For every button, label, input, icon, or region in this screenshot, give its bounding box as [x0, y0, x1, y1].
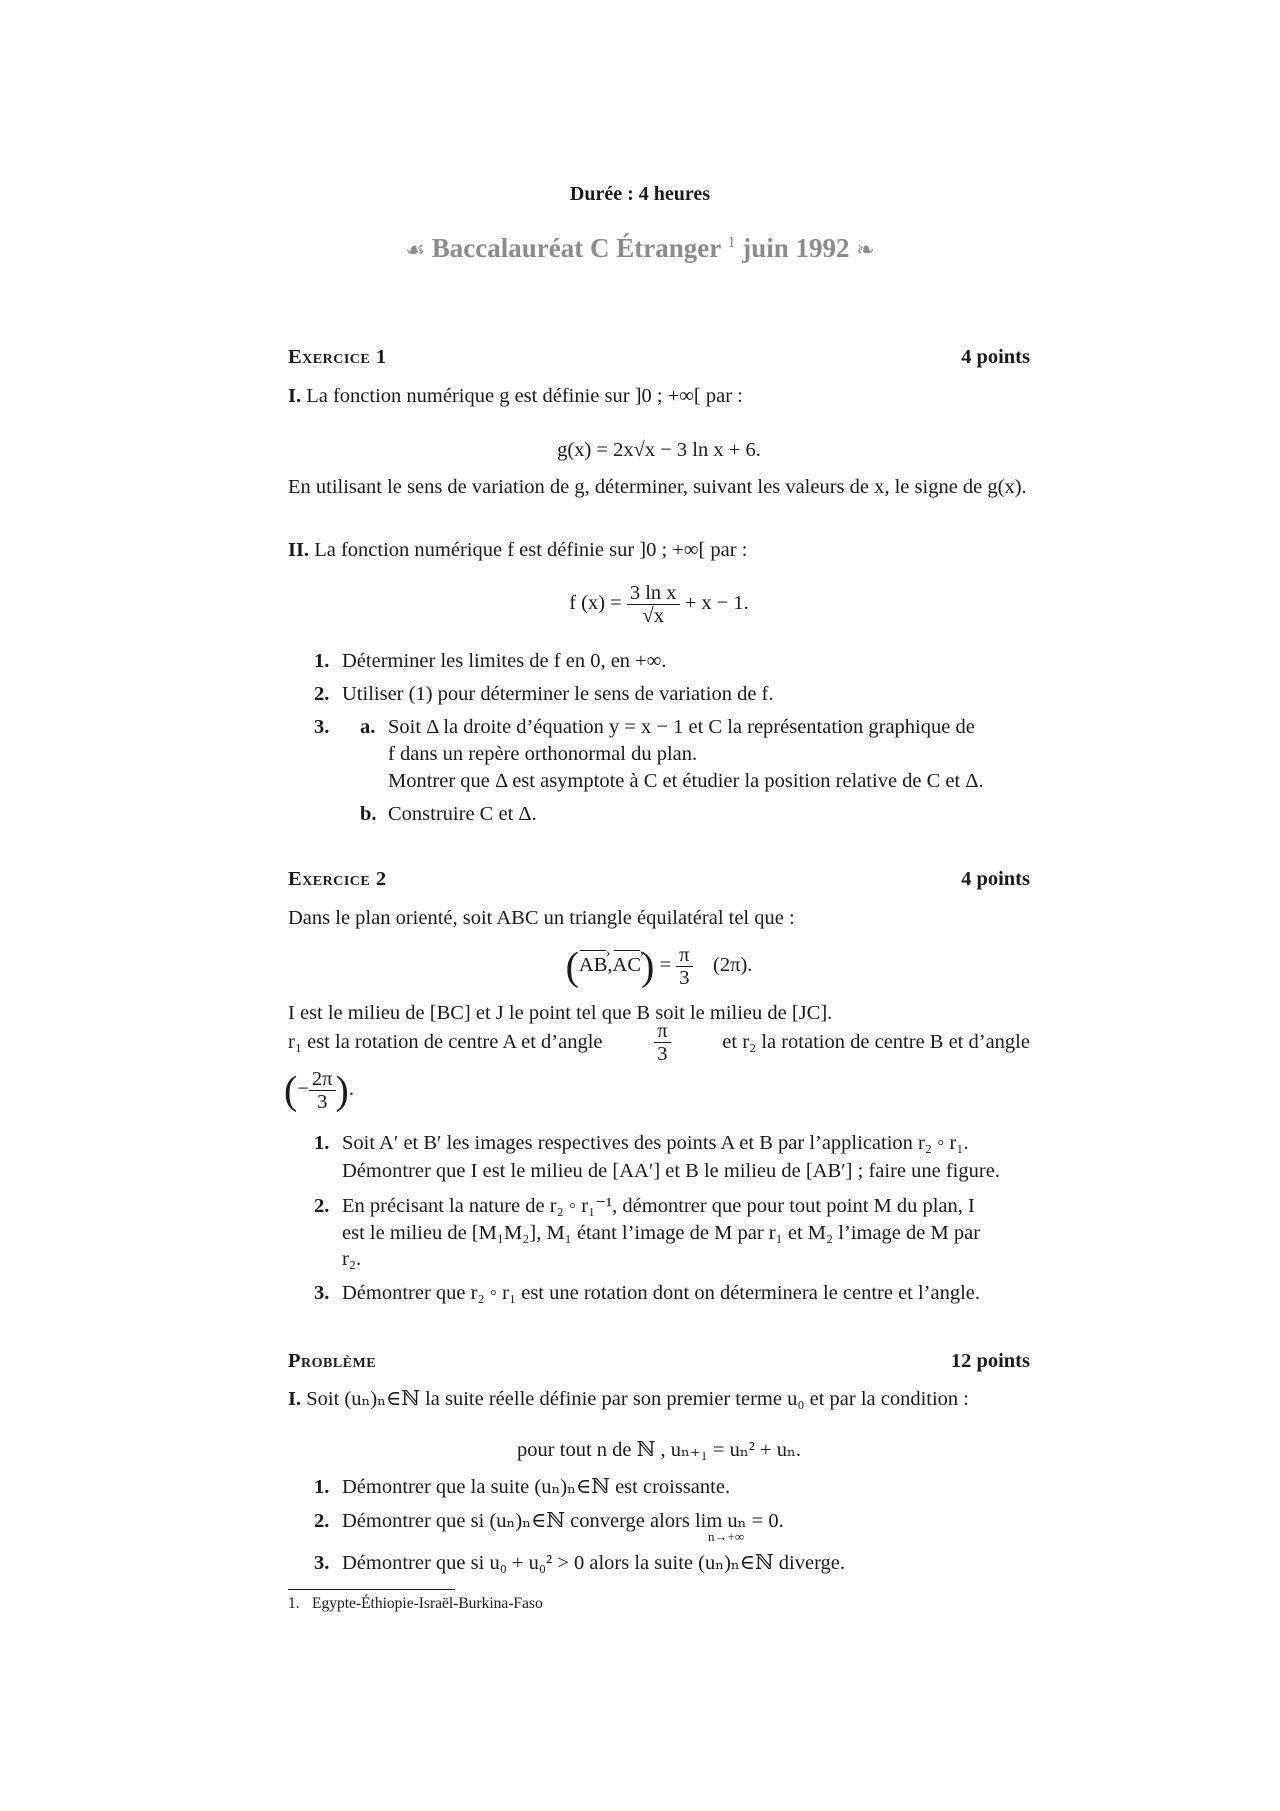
ex2-angle-formula: (AB ›,AC ›) = $\frac{\pi}{3}$ (2π).: [288, 944, 1030, 989]
ex1-item-3a-line3: Montrer que Δ est asymptote à C et étudier la position relative de C et Δ.: [388, 770, 984, 792]
angle-fraction: [676, 944, 692, 989]
item-text: Démontrer que si (uₙ)ₙ∈ℕ converge alors lim uₙ = 0.: [342, 1510, 784, 1532]
item-text: Utiliser (1) pour déterminer le sens de variation de f.: [342, 683, 774, 705]
exercise-1-title: Exercice 1: [288, 346, 387, 368]
ex1-item-3a-line2: f dans un repère orthonormal du plan.: [388, 743, 698, 765]
footnote-number: 1.: [288, 1595, 300, 1612]
formula-f-lhs: f (x) =: [569, 592, 622, 615]
formula-f-numerator: 3 ln x: [627, 582, 680, 605]
ex2-item-1-line1: Soit A′ et B′ les images respectives des points A et B par l’application r₂ ◦ r₁.: [342, 1132, 969, 1154]
r2-sign: −: [297, 1078, 309, 1101]
problem-part1: [288, 1386, 1030, 1413]
ex1-part1-label: I.: [288, 385, 302, 407]
ornament-right-icon: ❧: [856, 237, 875, 262]
problem-header: [288, 1348, 1030, 1375]
exercise-2: [288, 866, 1030, 893]
problem-points: 12 points: [950, 1350, 1030, 1372]
ex1-part2-label: II.: [288, 539, 310, 561]
ex2-intro: Dans le plan orienté, soit ABC un triangle équilatéral tel que :: [288, 907, 795, 929]
vector-ab: AB ›: [579, 952, 607, 979]
ex1-item-3a-line1: Soit Δ la droite d’équation y = x − 1 et C la représentation graphique de: [388, 716, 975, 738]
title-text: Baccalauréat C Étranger: [431, 233, 721, 263]
ex1-part2-text: La fonction numérique f est définie sur ]0 ; +∞[ par :: [314, 539, 748, 561]
problem-formula: pour tout n de ℕ , uₙ₊₁ = uₙ² + uₙ.: [517, 1439, 801, 1461]
r1-numerator: π: [654, 1020, 670, 1043]
exercise-1: [288, 344, 1030, 371]
item-number: 3.: [314, 716, 330, 738]
angle-equals: =: [659, 954, 672, 977]
ex1-formula-g: g(x) = 2x√x − 3 ln x + 6.: [557, 439, 761, 461]
item-number: 2.: [314, 683, 330, 705]
item-number: 1.: [314, 1132, 330, 1154]
r2-angle: (− $\frac{2\pi}{3}$ ).: [284, 1067, 354, 1113]
r1-fraction: [654, 1020, 670, 1065]
subitem-text: Construire C et Δ.: [388, 803, 537, 825]
r2-fraction: [309, 1068, 336, 1113]
problem: [288, 1348, 1030, 1375]
problem-title: Problème: [288, 1350, 377, 1372]
formula-f-denominator: √x: [642, 605, 664, 627]
r1-text-a: r₁ est la rotation de centre A et d’angle: [288, 1031, 603, 1053]
problem-part1-label: I.: [288, 1388, 302, 1410]
ex1-part2: [288, 537, 1030, 564]
item-number: 3.: [314, 1552, 330, 1574]
limit-subscript: n→+∞: [708, 1529, 745, 1544]
ex1-formula-f: [288, 582, 1030, 627]
item-number: 3.: [314, 1282, 330, 1304]
r2-denominator: 3: [317, 1091, 328, 1113]
angle-numerator: π: [676, 944, 692, 967]
item-number: 1.: [314, 1476, 330, 1498]
title-footnote-mark: 1: [727, 234, 736, 251]
subitem-label: a.: [360, 716, 376, 738]
ornament-left-icon: ☙: [405, 237, 426, 262]
r1-denominator: 3: [657, 1043, 668, 1065]
exercise-2-points: 4 points: [961, 868, 1030, 890]
subitem-label: b.: [360, 803, 377, 825]
exercise-1-header: [288, 344, 1030, 371]
exercise-2-title: Exercice 2: [288, 868, 387, 890]
problem-part1-text: Soit (uₙ)ₙ∈ℕ la suite réelle définie par son premier terme u₀ et par la condition :: [306, 1388, 970, 1410]
ex2-item-2-line2: est le milieu de [M₁M₂], M₁ étant l’image de M par r₁ et M₂ l’image de M par: [342, 1222, 981, 1244]
exam-duration: Durée : 4 heures: [569, 183, 711, 205]
footnote-rule: [288, 1589, 455, 1590]
angle-modulo: (2π).: [713, 954, 753, 977]
formula-f-fraction: [627, 582, 680, 627]
formula-f-rhs: + x − 1.: [684, 592, 749, 615]
r1-text-b: et r₂ la rotation de centre B et d’angle: [722, 1031, 1030, 1053]
vector-ac: AC ›: [613, 952, 641, 979]
item-text: Démontrer que r₂ ◦ r₁ est une rotation dont on déterminera le centre et l’angle.: [342, 1282, 981, 1304]
ex2-item-1-line2: Démontrer que I est le milieu de [AA′] et B le milieu de [AB′] ; faire une figure.: [342, 1160, 1000, 1182]
item-text: Déterminer les limites de f en 0, en +∞.: [342, 650, 667, 672]
exercise-2-header: [288, 866, 1030, 893]
ex1-part1-instruction: En utilisant le sens de variation de g, déterminer, suivant les valeurs de x, le signe de g(x).: [288, 476, 1027, 498]
ex2-item-2-line1: En précisant la nature de r₂ ◦ r₁⁻¹, démontrer que pour tout point M du plan, I: [342, 1195, 975, 1217]
ex1-part1: [288, 383, 1030, 410]
item-text: Démontrer que si u₀ + u₀² > 0 alors la suite (uₙ)ₙ∈ℕ diverge.: [342, 1552, 846, 1574]
footnote-text: Egypte-Éthiopie-Israël-Burkina-Faso: [312, 1595, 543, 1612]
item-text: Démontrer que la suite (uₙ)ₙ∈ℕ est croissante.: [342, 1476, 731, 1498]
ex1-part1-text: La fonction numérique g est définie sur ]0 ; +∞[ par :: [306, 385, 743, 407]
item-number: 2.: [314, 1510, 330, 1532]
r2-numerator: 2π: [309, 1068, 336, 1091]
item-number: 2.: [314, 1195, 330, 1217]
angle-denominator: 3: [679, 967, 690, 989]
title-date: juin 1992: [742, 233, 850, 263]
exercise-1-points: 4 points: [961, 346, 1030, 368]
ex2-line-i: I est le milieu de [BC] et J le point tel que B soit le milieu de [JC].: [288, 1002, 833, 1024]
ex2-rotations: [288, 1020, 1030, 1065]
exam-title: [0, 231, 1280, 267]
ex2-item-2-line3: r₂.: [342, 1248, 362, 1270]
item-number: 1.: [314, 650, 330, 672]
